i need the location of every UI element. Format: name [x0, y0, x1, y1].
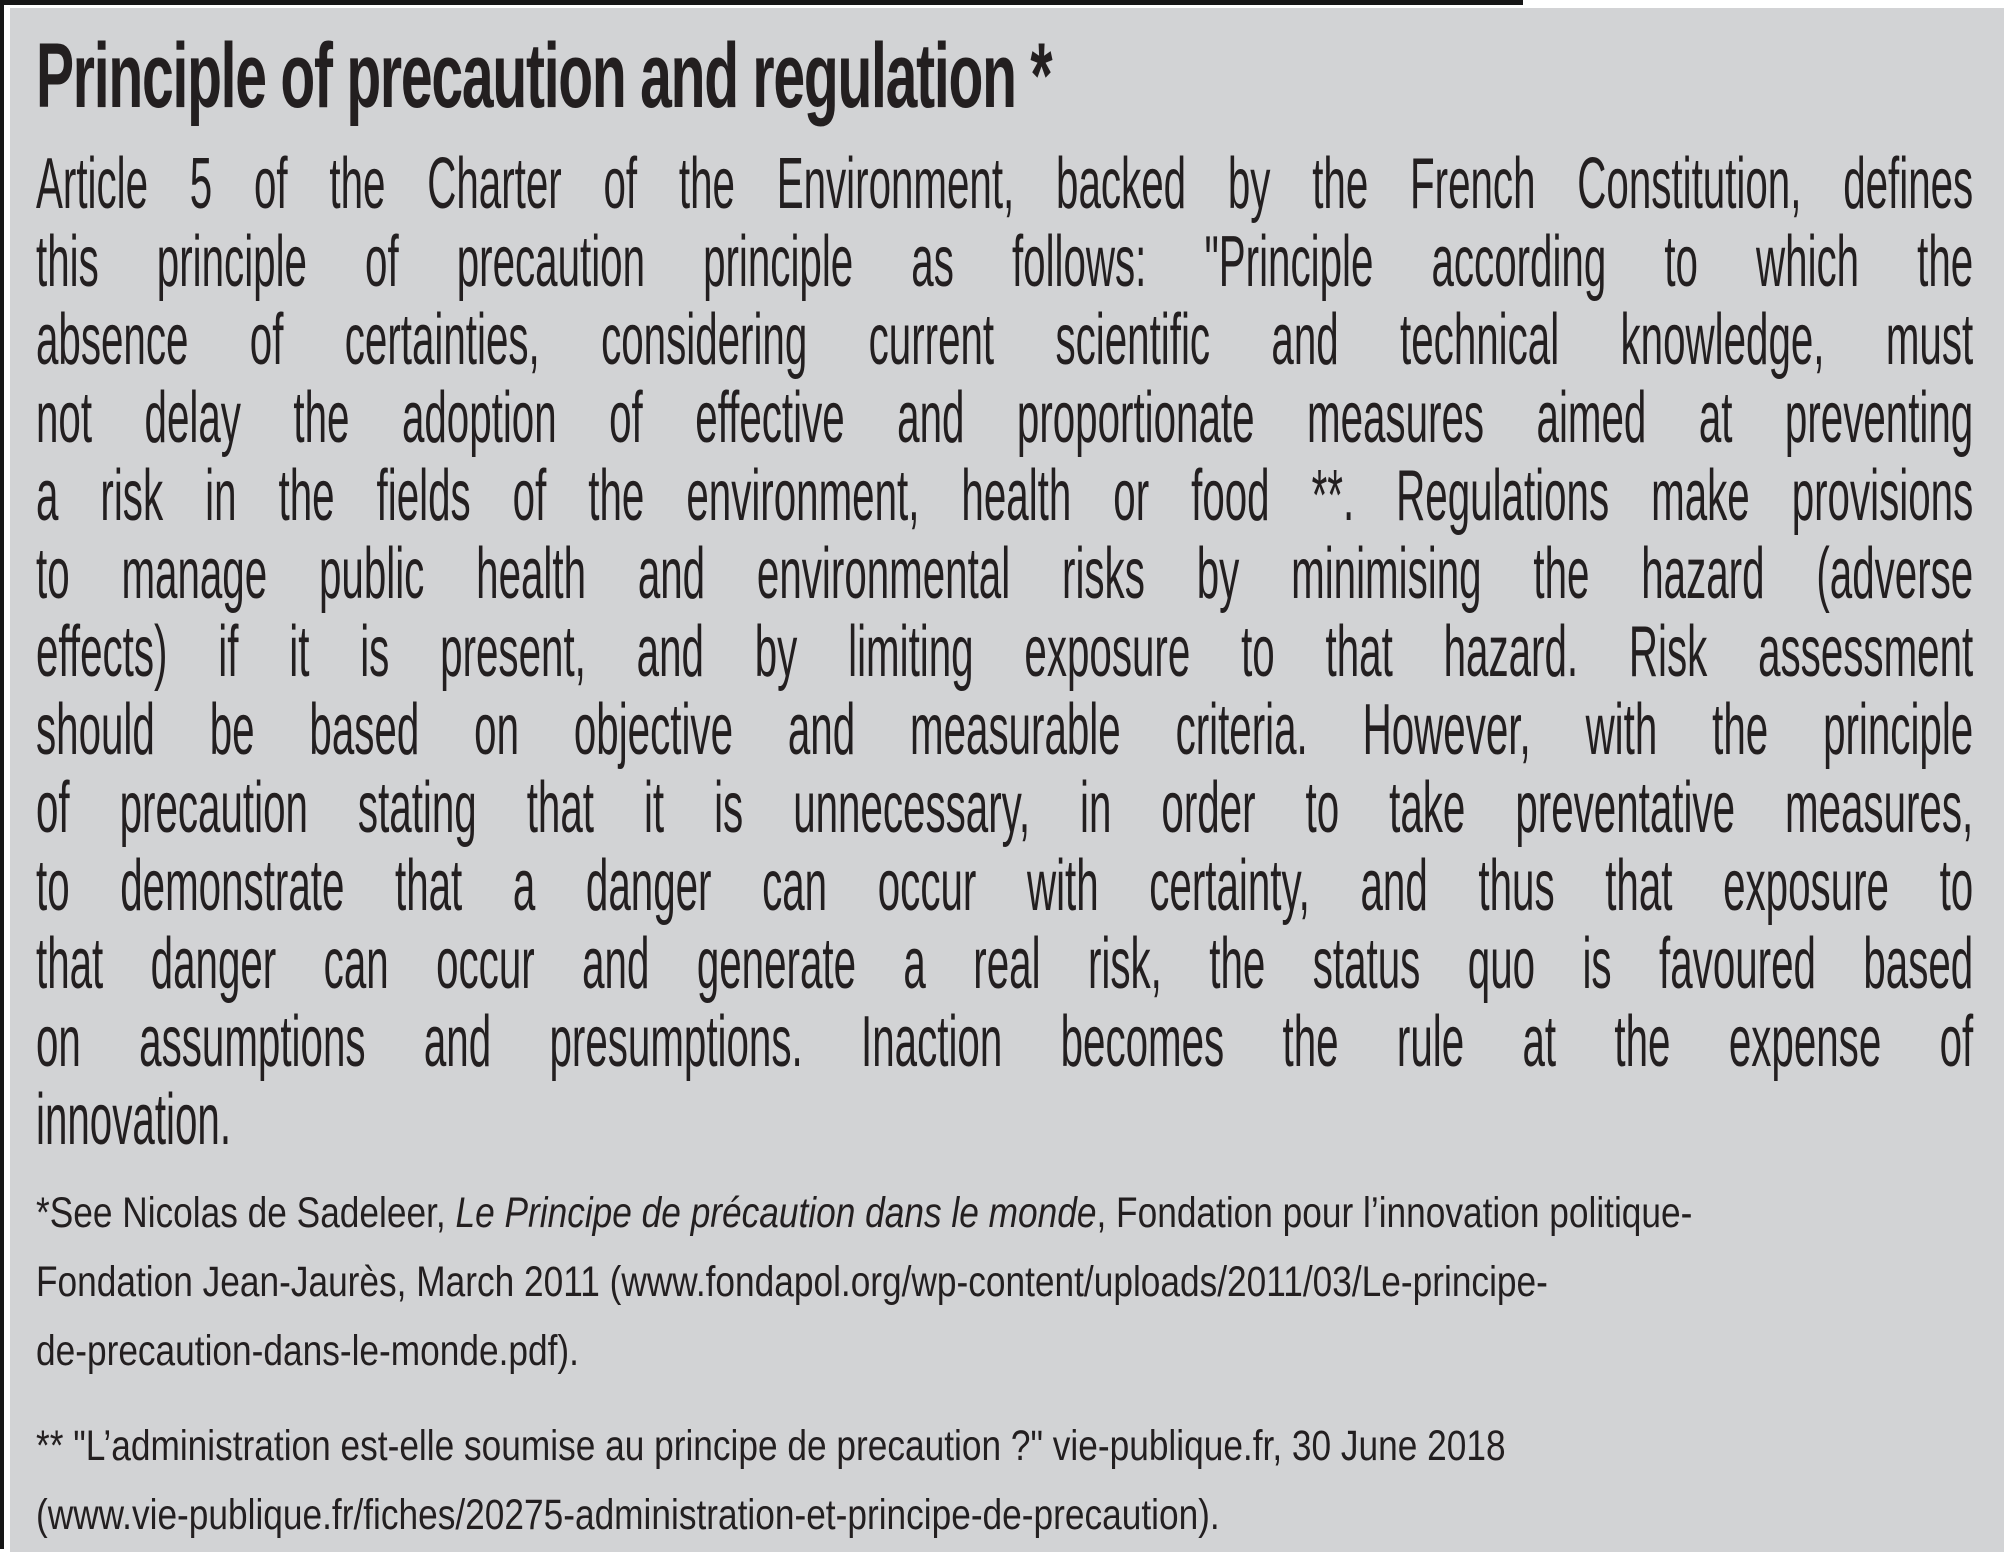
footnote-1 — [36, 1179, 1973, 1386]
box-title: Principle of precaution and regulation * — [36, 25, 1052, 127]
text-line: (www.vie-publique.fr/fiches/20275-administration-et-principe-de-precaution). — [36, 1491, 1220, 1540]
text-line: should be based on objective and measurable criteria. However, with the principle — [36, 690, 1974, 771]
text-line: of precaution stating that it is unnecessary, in order to take preventative measures, — [36, 768, 1974, 849]
text-line: de-precaution-dans-le-monde.pdf). — [36, 1327, 579, 1376]
text-line: innovation. — [36, 1080, 232, 1161]
crop-artifact-left-rule — [0, 0, 4, 1549]
text-line: a risk in the fields of the environment, health or food **. Regulations make provisions — [36, 456, 1974, 537]
text-line: that danger can occur and generate a real risk, the status quo is favoured based — [36, 924, 1974, 1005]
text-line: this principle of precaution principle as follows: "Principle according to which the — [36, 222, 1974, 303]
text-line: ** "L’administration est-elle soumise au principe de precaution ?" vie-publique.fr, 30 June 2018 — [36, 1422, 1506, 1471]
text-line: Fondation Jean-Jaurès, March 2011 (www.fondapol.org/wp-content/uploads/2011/03/Le-principe- — [36, 1258, 1548, 1307]
crop-artifact-top-rule — [0, 0, 1523, 5]
body-paragraph — [36, 145, 1973, 1159]
text-line: not delay the adoption of effective and proportionate measures aimed at preventing — [36, 378, 1974, 459]
footnote-1-prefix: *See Nicolas de Sadeleer, — [36, 1189, 456, 1238]
text-line: effects) if it is present, and by limiting exposure to that hazard. Risk assessment — [36, 612, 1974, 693]
footnote-1-suffix: , Fondation pour l’innovation politique- — [1096, 1189, 1693, 1238]
footnote-1-continuation — [36, 1248, 1973, 1386]
text-line: Article 5 of the Charter of the Environment, backed by the French Constitution, defines — [36, 144, 1974, 225]
text-line — [36, 1179, 1973, 1248]
footnote-2 — [36, 1412, 1973, 1550]
text-line: absence of certainties, considering current scientific and technical knowledge, must — [36, 300, 1974, 381]
text-line: to demonstrate that a danger can occur with certainty, and thus that exposure to — [36, 846, 1974, 927]
book-title: Le Principe de précaution dans le monde — [455, 1189, 1097, 1238]
text-line: to manage public health and environmental risks by minimising the hazard (adverse — [36, 534, 1974, 615]
text-line: on assumptions and presumptions. Inaction becomes the rule at the expense of — [36, 1002, 1974, 1083]
info-box — [10, 8, 2004, 1552]
